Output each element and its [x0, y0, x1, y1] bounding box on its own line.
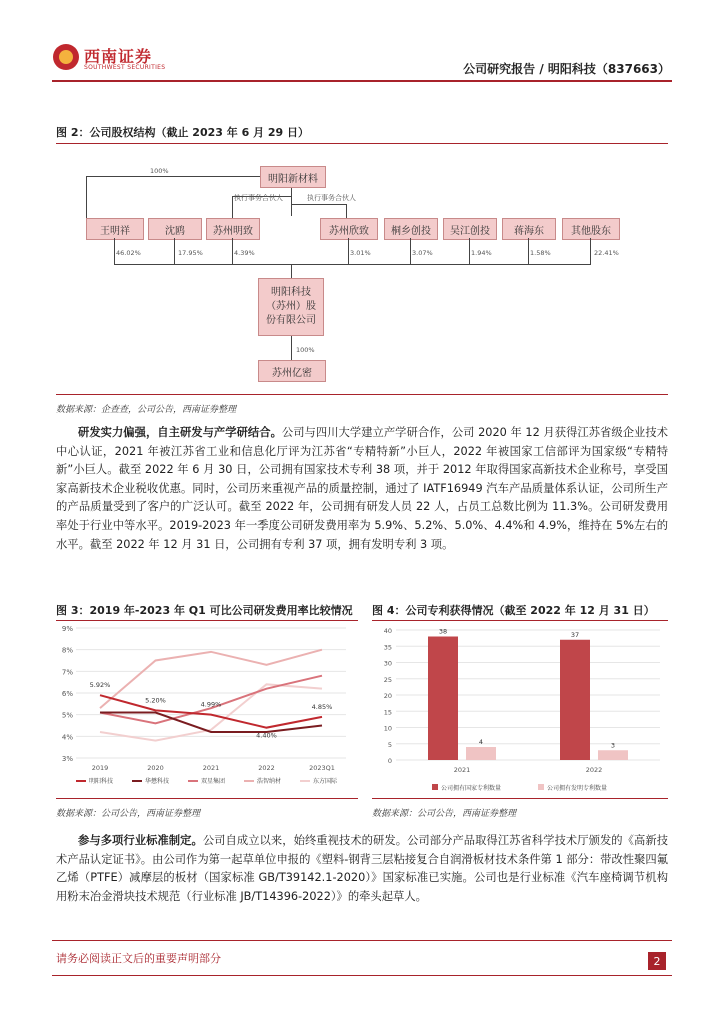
chart3-series-line [100, 650, 322, 709]
connector [528, 238, 529, 264]
chart4-ytick-label: 20 [383, 692, 392, 700]
chart3-xtick-label: 2021 [202, 764, 220, 772]
chart4-data-label: 3 [610, 741, 616, 750]
chart4-ytick-label: 30 [383, 659, 392, 668]
chart3-ytick-label: 5% [61, 711, 73, 720]
disclaimer-note: 请务必阅读正文后的重要声明部分 [56, 952, 221, 965]
footer-top-rule [52, 940, 672, 941]
node-tongxiang-vc: 桐乡创投 [384, 218, 438, 240]
rd-expense-ratio-line-chart [56, 622, 358, 796]
chart4-data-label: 37 [570, 630, 580, 639]
chart3-legend-swatch [132, 780, 142, 782]
chart4-ytick-label: 25 [383, 675, 392, 684]
chart3-data-label: 5.92% [89, 681, 111, 690]
chart3-legend-swatch [244, 780, 254, 782]
footer-rule [52, 975, 672, 976]
connector [114, 238, 115, 264]
node-suzhou-xinzhi: 苏州欣致 [320, 218, 378, 240]
chart3-xtick-label: 2023Q1 [309, 764, 335, 772]
chart3-data-label: 4.40% [256, 731, 277, 740]
node-company: 明阳科技（苏州）股份有限公司 [258, 278, 324, 336]
share-wujiang: 1.94% [471, 249, 492, 257]
share-suzhou-xinzhi: 3.01% [350, 249, 371, 257]
chart3-legend-label: 东方国际 [313, 778, 338, 785]
chart3-legend-swatch [76, 780, 86, 782]
chart3-ytick-label: 4% [61, 733, 73, 742]
figure3-bottom-rule [56, 798, 358, 799]
chart3-data-label: 4.85% [311, 702, 333, 711]
connector [469, 238, 470, 264]
chart4-bar [560, 640, 590, 760]
figure2-source: 数据来源：企查查，公司公告，西南证券整理 [56, 405, 237, 415]
connector [291, 204, 346, 205]
chart4-ytick-label: 40 [383, 627, 392, 635]
chart3-xtick-label: 2019 [91, 764, 109, 772]
chart4-ytick-label: 35 [383, 643, 392, 652]
connector [291, 264, 292, 278]
connector [232, 196, 233, 218]
chart3-data-label: 4.99% [200, 700, 222, 709]
chart4-legend-swatch [538, 784, 544, 790]
chart4-legend-label: 公司拥有国家专利数量 [441, 785, 502, 792]
top-share-label: 100% [150, 167, 169, 175]
chart3-ytick-label: 7% [61, 668, 73, 677]
connector [346, 204, 347, 218]
chart4-bar [466, 747, 496, 760]
chart4-bar [428, 637, 458, 761]
connector [590, 238, 591, 264]
chart3-ytick-label: 3% [61, 755, 73, 763]
share-jiang: 1.58% [530, 249, 551, 257]
chart4-ytick-label: 5 [387, 740, 392, 749]
chart3-legend-label: 浩智纳材 [257, 778, 282, 785]
chart4-data-label: 4 [478, 738, 484, 746]
chart4-xtick-label: 2022 [585, 766, 603, 774]
share-other: 22.41% [594, 249, 619, 257]
logo-text-en: SOUTHWEST SECURITIES [84, 64, 166, 71]
connector [86, 176, 261, 177]
connector [410, 238, 411, 264]
share-suzhou-mingzhi: 4.39% [234, 249, 255, 257]
chart4-bar [598, 750, 628, 760]
node-wujiang-vc: 吴江创投 [443, 218, 497, 240]
chart4-ytick-label: 10 [383, 724, 392, 733]
connector [232, 238, 233, 264]
chart3-data-label: 5.20% [145, 696, 166, 705]
connector [114, 264, 591, 265]
chart3-series-line [100, 676, 322, 724]
connector [291, 186, 292, 216]
node-wang-mingxiang: 王明祥 [86, 218, 144, 240]
patent-count-bar-chart [372, 622, 668, 796]
paragraph-rd-body: 公司与四川大学建立产学研合作，公司 2020 年 12 月获得江苏省级企业技术中心认证，2021 年被江苏省工业和信息化厅评为江苏省“专精特新”小巨人，2022 年被国家工信部评为国家级“专精特新”小巨人。截至 2022 年 6 月 30 日，公司拥有国家技术专利 38 项，并于 2012 年取得国家高新技术企业称号，享受国家高新技术企业税收优惠。同时，公司历来重视产品的质量控制，通过了 IATF16949 汽车产品质量体系认证，公司所生产的产品质量受到了客户的广泛认可。截至 2022 年，公司拥有研发人员 22 人，占员工总数比例为 11.3%。公司研发费用率处于行业中等水平。2019-2023 年一季度公司研发费用率为 5.9%、5.2%、5.0%、4.4%和 4.9%，维持在 5%左右的水平。截至 2022 年 12 月 31 日，公司拥有专利 37 项，拥有发明专利 3 项。 [56, 426, 668, 551]
figure2-top-rule [56, 143, 668, 144]
node-jiang-haidong: 蒋海东 [502, 218, 556, 240]
node-mingyang-new-material: 明阳新材料 [260, 166, 326, 188]
figure3-source: 数据来源：公司公告，西南证券整理 [56, 809, 201, 819]
connector [291, 336, 292, 360]
paragraph-standards [56, 832, 668, 906]
exec-partner-label-2: 执行事务合伙人 [307, 194, 356, 202]
chart3-legend-swatch [188, 780, 198, 782]
figure2-bottom-rule [56, 394, 668, 395]
figure4-bottom-rule [372, 798, 668, 799]
chart4-legend-label: 公司拥有发明专利数量 [547, 785, 608, 792]
node-suzhou-mingzhi: 苏州明致 [206, 218, 260, 240]
company-logo-icon [53, 44, 79, 70]
node-shen-ou: 沈鸥 [148, 218, 202, 240]
paragraph-standards-body: 公司自成立以来，始终重视技术的研发。公司部分产品取得江苏省科学技术厅颁发的《高新技术产品认定证书》。由公司作为第一起草单位申报的《塑料-钢背三层粘接复合自润滑板材技术条件第 1 部分：带改性聚四氟乙烯（PTFE）减摩层的板材（国家标准 GB/T39142.1-2020）》国家标准已实施。公司也是行业标准《汽车座椅调节机构用粉末冶金滑块技术规范（行业标准 JB/T14396-2022）》的牵头起草人。 [56, 834, 668, 903]
sub-share-label: 100% [296, 346, 315, 354]
header-rule [52, 80, 672, 82]
figure4-source: 数据来源：公司公告，西南证券整理 [372, 809, 517, 819]
chart3-legend-swatch [300, 780, 310, 782]
chart3-legend-label: 华懋科技 [145, 778, 170, 785]
connector [174, 238, 175, 264]
page-number: 2 [648, 952, 666, 970]
chart4-data-label: 38 [438, 627, 448, 636]
chart3-ytick-label: 9% [61, 625, 73, 633]
node-suzhou-yimi: 苏州亿密 [258, 360, 326, 382]
figure2-title: 图 2：公司股权结构（截止 2023 年 6 月 29 日） [56, 126, 310, 139]
chart4-ytick-label: 0 [387, 757, 392, 765]
paragraph-rd-strength [56, 424, 668, 554]
chart4-ytick-label: 15 [383, 708, 392, 717]
chart3-legend-label: 明阳科技 [89, 778, 114, 785]
chart3-xtick-label: 2020 [147, 764, 164, 772]
chart4-xtick-label: 2021 [453, 766, 471, 774]
report-header-title: 公司研究报告 / 明阳科技（837663） [463, 62, 670, 76]
connector [86, 176, 87, 218]
paragraph-standards-heading: 参与多项行业标准制定。 [78, 834, 203, 847]
figure3-title: 图 3：2019 年-2023 年 Q1 可比公司研发费用率比较情况 [56, 604, 353, 617]
chart3-xtick-label: 2022 [258, 764, 275, 772]
chart4-legend-swatch [432, 784, 438, 790]
chart3-ytick-label: 8% [61, 646, 73, 655]
figure3-top-rule [56, 620, 358, 621]
logo-text-cn: 西南证券 [84, 47, 153, 66]
chart3-ytick-label: 6% [61, 690, 73, 698]
node-other-shareholders: 其他股东 [562, 218, 620, 240]
exec-partner-label-1: 执行事务合伙人 [234, 194, 283, 202]
share-tongxiang: 3.07% [412, 249, 433, 257]
paragraph-rd-heading: 研发实力偏强，自主研发与产学研结合。 [78, 426, 282, 439]
share-wang: 46.02% [116, 249, 141, 257]
figure4-title: 图 4：公司专利获得情况（截至 2022 年 12 月 31 日） [372, 604, 655, 617]
share-shen: 17.95% [178, 249, 203, 257]
connector [348, 238, 349, 264]
figure4-top-rule [372, 620, 668, 621]
chart3-legend-label: 双星集团 [201, 778, 226, 785]
